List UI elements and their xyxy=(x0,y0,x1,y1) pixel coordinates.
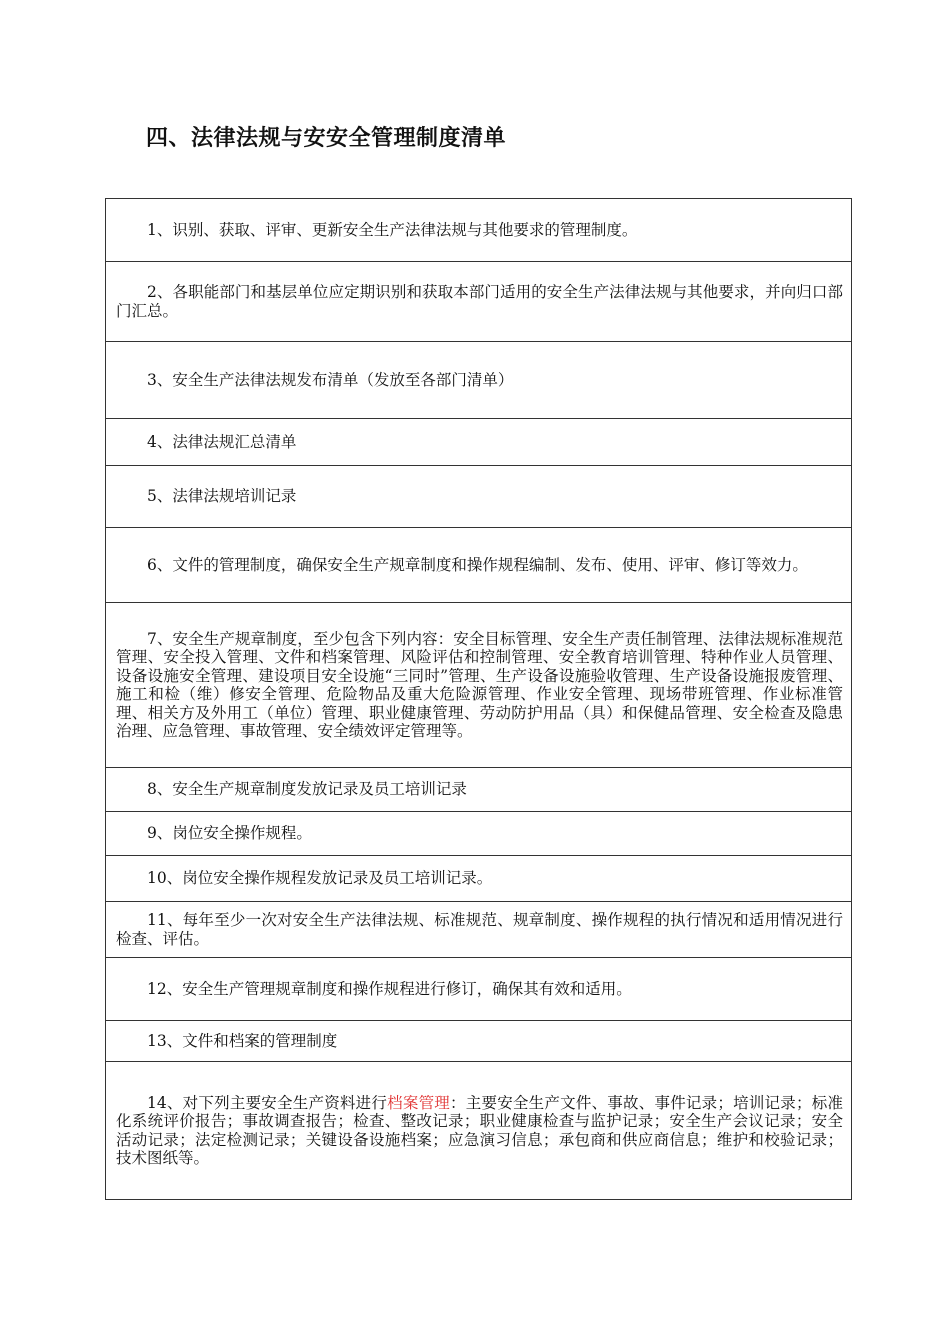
list-item-text: 1、识别、获取、评审、更新安全生产法律法规与其他要求的管理制度。 xyxy=(147,220,638,239)
page-title: 四、法律法规与安安全管理制度清单 xyxy=(146,126,507,151)
list-item-text: 3、安全生产法律法规发布清单（发放至各部门清单） xyxy=(147,370,514,389)
list-item-text xyxy=(116,1094,843,1168)
list-item-text: 5、法律法规培训记录 xyxy=(147,487,297,506)
list-item xyxy=(106,603,852,768)
table-row xyxy=(106,419,852,466)
table-row xyxy=(106,528,852,603)
list-item xyxy=(106,812,852,856)
list-item-text: 11、每年至少一次对安全生产法律法规、标准规范、规章制度、操作规程的执行情况和适用情况进行检查、评估。 xyxy=(116,911,843,948)
table-row xyxy=(106,466,852,528)
table-row xyxy=(106,902,852,958)
list-item xyxy=(106,1062,852,1200)
table-row xyxy=(106,1062,852,1200)
list-item-text: 10、岗位安全操作规程发放记录及员工培训记录。 xyxy=(147,869,493,888)
list-item-text-after: ：主要安全生产文件、事故、事件记录；培训记录；标准化系统评价报告；事故调查报告；检查、整改记录；职业健康检查与监护记录；安全生产会议记录；安全活动记录；法定检测记录；关键设备设施档案；应急演习信息；承包商和供应商信息；维护和校验记录；技术图纸等。 xyxy=(116,1093,843,1167)
list-item-text: 8、安全生产规章制度发放记录及员工培训记录 xyxy=(147,780,467,799)
list-item xyxy=(106,1021,852,1062)
list-item xyxy=(106,768,852,812)
list-item-text: 13、文件和档案的管理制度 xyxy=(147,1031,338,1050)
table-row xyxy=(106,856,852,902)
list-item xyxy=(106,262,852,342)
list-item-text: 2、各职能部门和基层单位应定期识别和获取本部门适用的安全生产法律法规与其他要求，并向归口部门汇总。 xyxy=(116,283,843,320)
list-item xyxy=(106,528,852,603)
table-row xyxy=(106,603,852,768)
list-item xyxy=(106,856,852,902)
list-item-text-before: 14、对下列主要安全生产资料进行 xyxy=(147,1093,388,1112)
highlighted-term: 档案管理 xyxy=(387,1093,451,1112)
list-item xyxy=(106,342,852,419)
list-item xyxy=(106,902,852,958)
table-row xyxy=(106,199,852,262)
table-row xyxy=(106,958,852,1021)
list-item-text: 9、岗位安全操作规程。 xyxy=(147,824,312,843)
list-item-text: 12、安全生产管理规章制度和操作规程进行修订，确保其有效和适用。 xyxy=(147,979,632,998)
table-row xyxy=(106,768,852,812)
list-item-text: 4、法律法规汇总清单 xyxy=(147,432,297,451)
list-item-text: 6、文件的管理制度，确保安全生产规章制度和操作规程编制、发布、使用、评审、修订等效力。 xyxy=(147,555,808,574)
table-row xyxy=(106,1021,852,1062)
list-item xyxy=(106,199,852,262)
list-item xyxy=(106,419,852,466)
list-item xyxy=(106,958,852,1021)
table-row xyxy=(106,812,852,856)
table-row xyxy=(106,262,852,342)
list-item-text: 7、安全生产规章制度，至少包含下列内容：安全目标管理、安全生产责任制管理、法律法规标准规范管理、安全投入管理、文件和档案管理、风险评估和控制管理、安全教育培训管理、特种作业人员管理、设备设施安全管理、建设项目安全设施“三同时”管理、生产设备设施验收管理、生产设备设施报废管理、施工和检（维）修安全管理、危险物品及重大危险源管理、作业安全管理、现场带班管理、作业标准管理、相关方及外用工（单位）管理、职业健康管理、劳动防护用品（具）和保健品管理、安全检查及隐患治理、应急管理、事故管理、安全绩效评定管理等。 xyxy=(116,629,843,740)
regulation-list-table xyxy=(105,198,852,1200)
list-item xyxy=(106,466,852,528)
table-row xyxy=(106,342,852,419)
